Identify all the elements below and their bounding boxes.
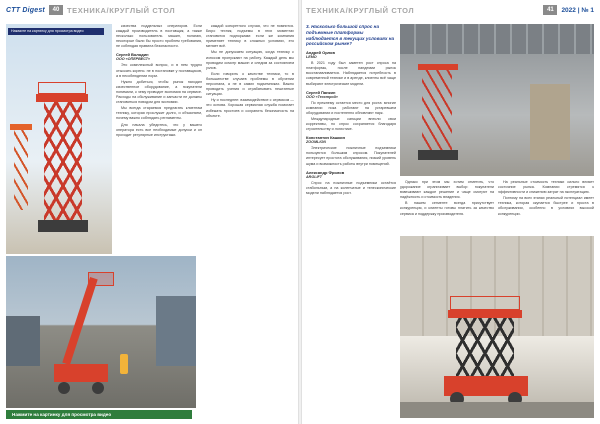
author-name: Сергей Панкин bbox=[306, 89, 336, 95]
answer-paragraph: В 2021 году был заметен рост спроса на платформы, после пандемии рынок восстанавливается. Наблюдается потребность в современной технике и в аренде, клиенты всё чаще выбирают электрические модели. bbox=[306, 61, 396, 86]
boom-arm bbox=[62, 277, 97, 365]
scissor-arms bbox=[44, 102, 82, 222]
left-section-title: ТЕХНИКА/КРУГЛЫЙ СТОЛ bbox=[66, 5, 176, 15]
col-b-paragraph: Мы всегда стараемся предлагать клиентам технику, которая прослужит долго, и объясняем, почему важно соблюдать регламенты. bbox=[116, 106, 202, 121]
author-name: Андрей Орлов bbox=[306, 50, 335, 56]
wheel-rear bbox=[92, 382, 104, 394]
magazine-brand: CTT Digest bbox=[6, 6, 45, 14]
lift-guardrail bbox=[38, 82, 86, 94]
photo-scissor-lifts[interactable] bbox=[6, 24, 112, 254]
photo-warehouse-lift bbox=[400, 24, 594, 176]
author-company: ООО «Техстрой» bbox=[306, 94, 338, 99]
answer-paragraph: Международные санкции внесли свои коррективы, но спрос сохраняется благодаря строительству и логистике. bbox=[306, 116, 396, 132]
building-left bbox=[6, 316, 40, 366]
photo-facade-lift bbox=[400, 236, 594, 418]
author-company: ARGLIFT bbox=[306, 174, 322, 179]
answer-paragraph: Спрос на ножничные подъемники остаётся стабильным, а на коленчатые и телескопические модели наблюдается рост. bbox=[306, 180, 396, 195]
boom-chassis bbox=[54, 364, 108, 382]
answer-paragraph: Электрические ножничные подъемники пользуются большим спросом. Покупателей интересует простота обслуживания, низкий уровень шума и возможность работы внутри помещений. bbox=[306, 146, 396, 166]
col-b-paragraph: Это комплексный вопрос, и в нем трудно отыскать корень: не в постановке у поставщиков, а в несоблюдении норм. bbox=[116, 63, 202, 78]
answer-paragraph: Однако при этом мы хотим отметить, что удорожание ограничивает выбор: покупатели взвешивают каждое решение и чаще смотрят на надёжность и стоимость владения. bbox=[400, 180, 494, 200]
worker-figure bbox=[120, 354, 128, 374]
photo-boom-lift-video[interactable] bbox=[6, 256, 196, 408]
answer-paragraph: По прежнему остается место для роста: многие компании пока работают на устаревшем оборудовании и постепенно обновляют парк. bbox=[306, 100, 396, 115]
author-name: Константин Кашкин bbox=[306, 135, 345, 141]
ground bbox=[400, 402, 594, 418]
col-b-intro: качества поддельных операторов. Если каждый производитель в поставщик, а также несколько пользователь машин, полагаю, некоторые были бы просто проблем требования, не соблюдая правила безопасности. bbox=[116, 24, 202, 49]
wheel-front bbox=[58, 382, 70, 394]
scissor-arms bbox=[456, 318, 514, 378]
author-name: Александр Фролов bbox=[306, 169, 345, 175]
left-page-number: 40 bbox=[49, 5, 63, 15]
question-heading: 3. Насколько большой спрос на подъемные платформы наблюдается в текущих условиях на российском рынке? bbox=[306, 24, 395, 47]
col-c-paragraph: Если говорить о качестве техники, то в большинстве случаев проблемы в обучении персонала, а не в самих подъемниках. Важно проводить учения и отрабатывать нештатные ситуации. bbox=[206, 71, 294, 97]
answer-paragraph: Поэтому на всех этапах реальный потенциал имеет техника, которая окупается быстрее и проста в обслуживании, особенно в условиях высокой конкуренции. bbox=[498, 196, 594, 216]
author-company: ООО «ОПЕРВЕСТ» bbox=[116, 57, 151, 62]
answer-paragraph: На реальные стоимость техники сильно влияет состояние рынка. Компании стремятся к эффективности и снижению затрат на эксплуатацию. bbox=[498, 180, 594, 195]
second-scissor-arms bbox=[14, 130, 28, 210]
col-b-paragraph: Нужно добиться, чтобы рынок находил качественное оборудование, а покупатели понимали, к чему приводит экономия на сервисе. Расходы на обслуживание и запчасти не должны становиться поводом для экономии. bbox=[116, 79, 202, 105]
left-col-b bbox=[116, 24, 202, 254]
col-b-paragraph: Для начала убедитесь, что у вашего оператора есть все необходимые допуски и он проходит регулярные инструктажи. bbox=[116, 122, 202, 137]
col-c-paragraph: Мы не допускаем ситуацию, когда технику с износом пропускают на работу. Каждый день мы проводим осмотр машин и следим за состоянием узлов. bbox=[206, 50, 294, 70]
right-col-b bbox=[400, 180, 494, 232]
lift-platform bbox=[36, 94, 88, 102]
lift-base bbox=[38, 220, 88, 232]
lift-guardrail bbox=[450, 296, 520, 310]
author-name: Сергей Володин bbox=[116, 52, 149, 58]
video-play-button[interactable]: Нажмите на картинку для просмотра видео bbox=[6, 410, 192, 419]
issue-label: 2022 | № 1 bbox=[561, 6, 594, 14]
answer-paragraph: В нашем сегменте всегда присутствует конкуренция, и клиенты готовы платить за качество сервиса и поддержку производителя. bbox=[400, 201, 494, 216]
photo-caption[interactable]: Нажмите на картинку для просмотра видео bbox=[8, 28, 104, 35]
author-company: ZOOMLION bbox=[306, 140, 326, 145]
right-col-c bbox=[498, 180, 594, 232]
lift-platform bbox=[448, 310, 522, 318]
right-col-a bbox=[306, 24, 396, 416]
right-section-title: ТЕХНИКА/КРУГЛЫЙ СТОЛ bbox=[306, 5, 415, 15]
scissor-arms bbox=[422, 70, 452, 150]
warehouse-ceiling bbox=[400, 24, 594, 54]
lift-base bbox=[418, 150, 458, 160]
right-running-header bbox=[306, 4, 594, 16]
author-company: LEMO bbox=[306, 55, 317, 60]
building-right bbox=[156, 296, 196, 366]
right-page-number: 41 bbox=[543, 5, 557, 15]
pallet-rack bbox=[530, 84, 570, 160]
page-gutter bbox=[298, 0, 302, 424]
boom-basket bbox=[88, 272, 114, 286]
left-col-c bbox=[206, 24, 294, 408]
col-c-paragraph: каждой конкретного случая, что не помнится. Бюро техник, подъемы в этих моментах становятся подпорками: если же компания применяет технику в сложных условиях, это меняет всё. bbox=[206, 24, 294, 49]
col-c-paragraph: Ну и последнее: взаимодействие с сервисом — это основа. Хорошая сервисная служба помогает избежать простоев и сохранить безопасность на объекте. bbox=[206, 98, 294, 118]
left-running-header bbox=[6, 4, 294, 16]
